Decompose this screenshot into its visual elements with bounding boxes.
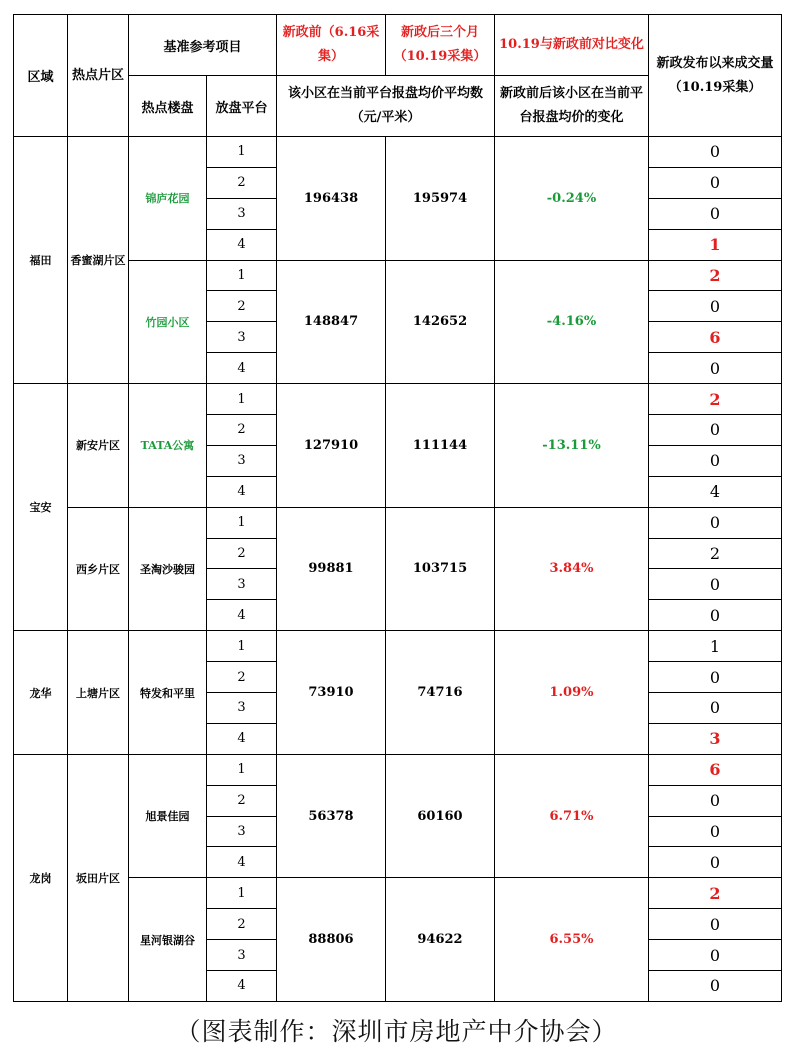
platform-cell: 4 xyxy=(207,723,277,754)
volume-cell: 0 xyxy=(649,569,782,600)
price-change-cell: 3.84% xyxy=(495,507,649,631)
estate-cell: TATA公寓 xyxy=(129,384,207,508)
table-row xyxy=(14,878,782,909)
price-before-cell: 73910 xyxy=(277,631,386,755)
platform-cell: 3 xyxy=(207,569,277,600)
hot-area-cell: 香蜜湖片区 xyxy=(68,137,129,384)
table-row xyxy=(14,507,782,538)
table-body xyxy=(14,137,782,1002)
volume-cell: 0 xyxy=(649,507,782,538)
volume-cell: 0 xyxy=(649,971,782,1002)
platform-cell: 4 xyxy=(207,847,277,878)
volume-cell: 1 xyxy=(649,229,782,260)
platform-cell: 3 xyxy=(207,816,277,847)
volume-cell: 6 xyxy=(649,754,782,785)
platform-cell: 4 xyxy=(207,476,277,507)
volume-cell: 1 xyxy=(649,631,782,662)
volume-cell: 0 xyxy=(649,445,782,476)
price-change-cell: 1.09% xyxy=(495,631,649,755)
volume-cell: 0 xyxy=(649,415,782,446)
footer-caption: （图表制作：深圳市房地产中介协会） xyxy=(175,1017,618,1046)
price-before-cell: 127910 xyxy=(277,384,386,508)
price-after-cell: 60160 xyxy=(386,754,495,878)
header-hot-estate: 热点楼盘 xyxy=(129,76,207,137)
table-row xyxy=(14,384,782,415)
platform-cell: 2 xyxy=(207,785,277,816)
volume-cell: 2 xyxy=(649,260,782,291)
volume-cell: 0 xyxy=(649,353,782,384)
platform-cell: 1 xyxy=(207,260,277,291)
volume-cell: 2 xyxy=(649,878,782,909)
volume-cell: 0 xyxy=(649,940,782,971)
platform-cell: 4 xyxy=(207,600,277,631)
platform-cell: 1 xyxy=(207,507,277,538)
volume-cell: 3 xyxy=(649,723,782,754)
price-change-cell: -13.11% xyxy=(495,384,649,508)
price-before-cell: 148847 xyxy=(277,260,386,384)
volume-cell: 0 xyxy=(649,167,782,198)
price-after-cell: 195974 xyxy=(386,137,495,261)
platform-cell: 3 xyxy=(207,693,277,724)
platform-cell: 2 xyxy=(207,167,277,198)
platform-cell: 3 xyxy=(207,940,277,971)
estate-cell: 圣淘沙骏园 xyxy=(129,507,207,631)
header-change-desc: 新政前后该小区在当前平台报盘均价的变化 xyxy=(495,76,649,137)
platform-cell: 4 xyxy=(207,229,277,260)
estate-cell: 旭景佳园 xyxy=(129,754,207,878)
estate-cell: 星河银湖谷 xyxy=(129,878,207,1002)
header-change: 10.19与新政前对比变化 xyxy=(495,15,649,76)
platform-cell: 2 xyxy=(207,662,277,693)
header-platform: 放盘平台 xyxy=(207,76,277,137)
price-before-cell: 99881 xyxy=(277,507,386,631)
region-cell: 龙岗 xyxy=(14,754,68,1001)
platform-cell: 1 xyxy=(207,137,277,168)
platform-cell: 4 xyxy=(207,353,277,384)
volume-cell: 2 xyxy=(649,384,782,415)
estate-cell: 特发和平里 xyxy=(129,631,207,755)
hot-area-cell: 坂田片区 xyxy=(68,754,129,1001)
volume-cell: 0 xyxy=(649,137,782,168)
region-cell: 龙华 xyxy=(14,631,68,755)
hot-area-cell: 西乡片区 xyxy=(68,507,129,631)
volume-cell: 0 xyxy=(649,693,782,724)
volume-cell: 2 xyxy=(649,538,782,569)
price-change-cell: -0.24% xyxy=(495,137,649,261)
price-after-cell: 103715 xyxy=(386,507,495,631)
price-after-cell: 94622 xyxy=(386,878,495,1002)
estate-cell: 竹园小区 xyxy=(129,260,207,384)
hot-area-cell: 新安片区 xyxy=(68,384,129,508)
table-row xyxy=(14,137,782,168)
platform-cell: 2 xyxy=(207,291,277,322)
volume-cell: 0 xyxy=(649,291,782,322)
price-after-cell: 111144 xyxy=(386,384,495,508)
price-before-cell: 196438 xyxy=(277,137,386,261)
price-change-cell: 6.71% xyxy=(495,754,649,878)
platform-cell: 2 xyxy=(207,909,277,940)
volume-cell: 6 xyxy=(649,322,782,353)
table-row xyxy=(14,260,782,291)
header-region: 区域 xyxy=(14,15,68,137)
volume-cell: 0 xyxy=(649,847,782,878)
platform-cell: 3 xyxy=(207,322,277,353)
platform-cell: 1 xyxy=(207,631,277,662)
header-volume: 新政发布以来成交量（10.19采集） xyxy=(649,15,782,137)
platform-cell: 3 xyxy=(207,198,277,229)
table-row xyxy=(14,631,782,662)
platform-cell: 3 xyxy=(207,445,277,476)
price-before-cell: 56378 xyxy=(277,754,386,878)
platform-cell: 4 xyxy=(207,971,277,1002)
platform-cell: 2 xyxy=(207,538,277,569)
table-row xyxy=(14,754,782,785)
header-benchmark: 基准参考项目 xyxy=(129,15,277,76)
header-avg-price: 该小区在当前平台报盘均价平均数（元/平米） xyxy=(277,76,495,137)
price-change-cell: -4.16% xyxy=(495,260,649,384)
volume-cell: 0 xyxy=(649,909,782,940)
volume-cell: 0 xyxy=(649,600,782,631)
header-hot-area: 热点片区 xyxy=(68,15,129,137)
region-cell: 福田 xyxy=(14,137,68,384)
platform-cell: 1 xyxy=(207,754,277,785)
hot-area-cell: 上塘片区 xyxy=(68,631,129,755)
volume-cell: 4 xyxy=(649,476,782,507)
volume-cell: 0 xyxy=(649,785,782,816)
platform-cell: 1 xyxy=(207,878,277,909)
housing-price-table xyxy=(13,14,782,1002)
region-cell: 宝安 xyxy=(14,384,68,631)
platform-cell: 2 xyxy=(207,415,277,446)
price-after-cell: 74716 xyxy=(386,631,495,755)
header-after-policy: 新政后三个月（10.19采集） xyxy=(386,15,495,76)
platform-cell: 1 xyxy=(207,384,277,415)
estate-cell: 锦庐花园 xyxy=(129,137,207,261)
volume-cell: 0 xyxy=(649,662,782,693)
price-before-cell: 88806 xyxy=(277,878,386,1002)
header-before-policy: 新政前（6.16采集） xyxy=(277,15,386,76)
volume-cell: 0 xyxy=(649,816,782,847)
price-after-cell: 142652 xyxy=(386,260,495,384)
price-change-cell: 6.55% xyxy=(495,878,649,1002)
volume-cell: 0 xyxy=(649,198,782,229)
